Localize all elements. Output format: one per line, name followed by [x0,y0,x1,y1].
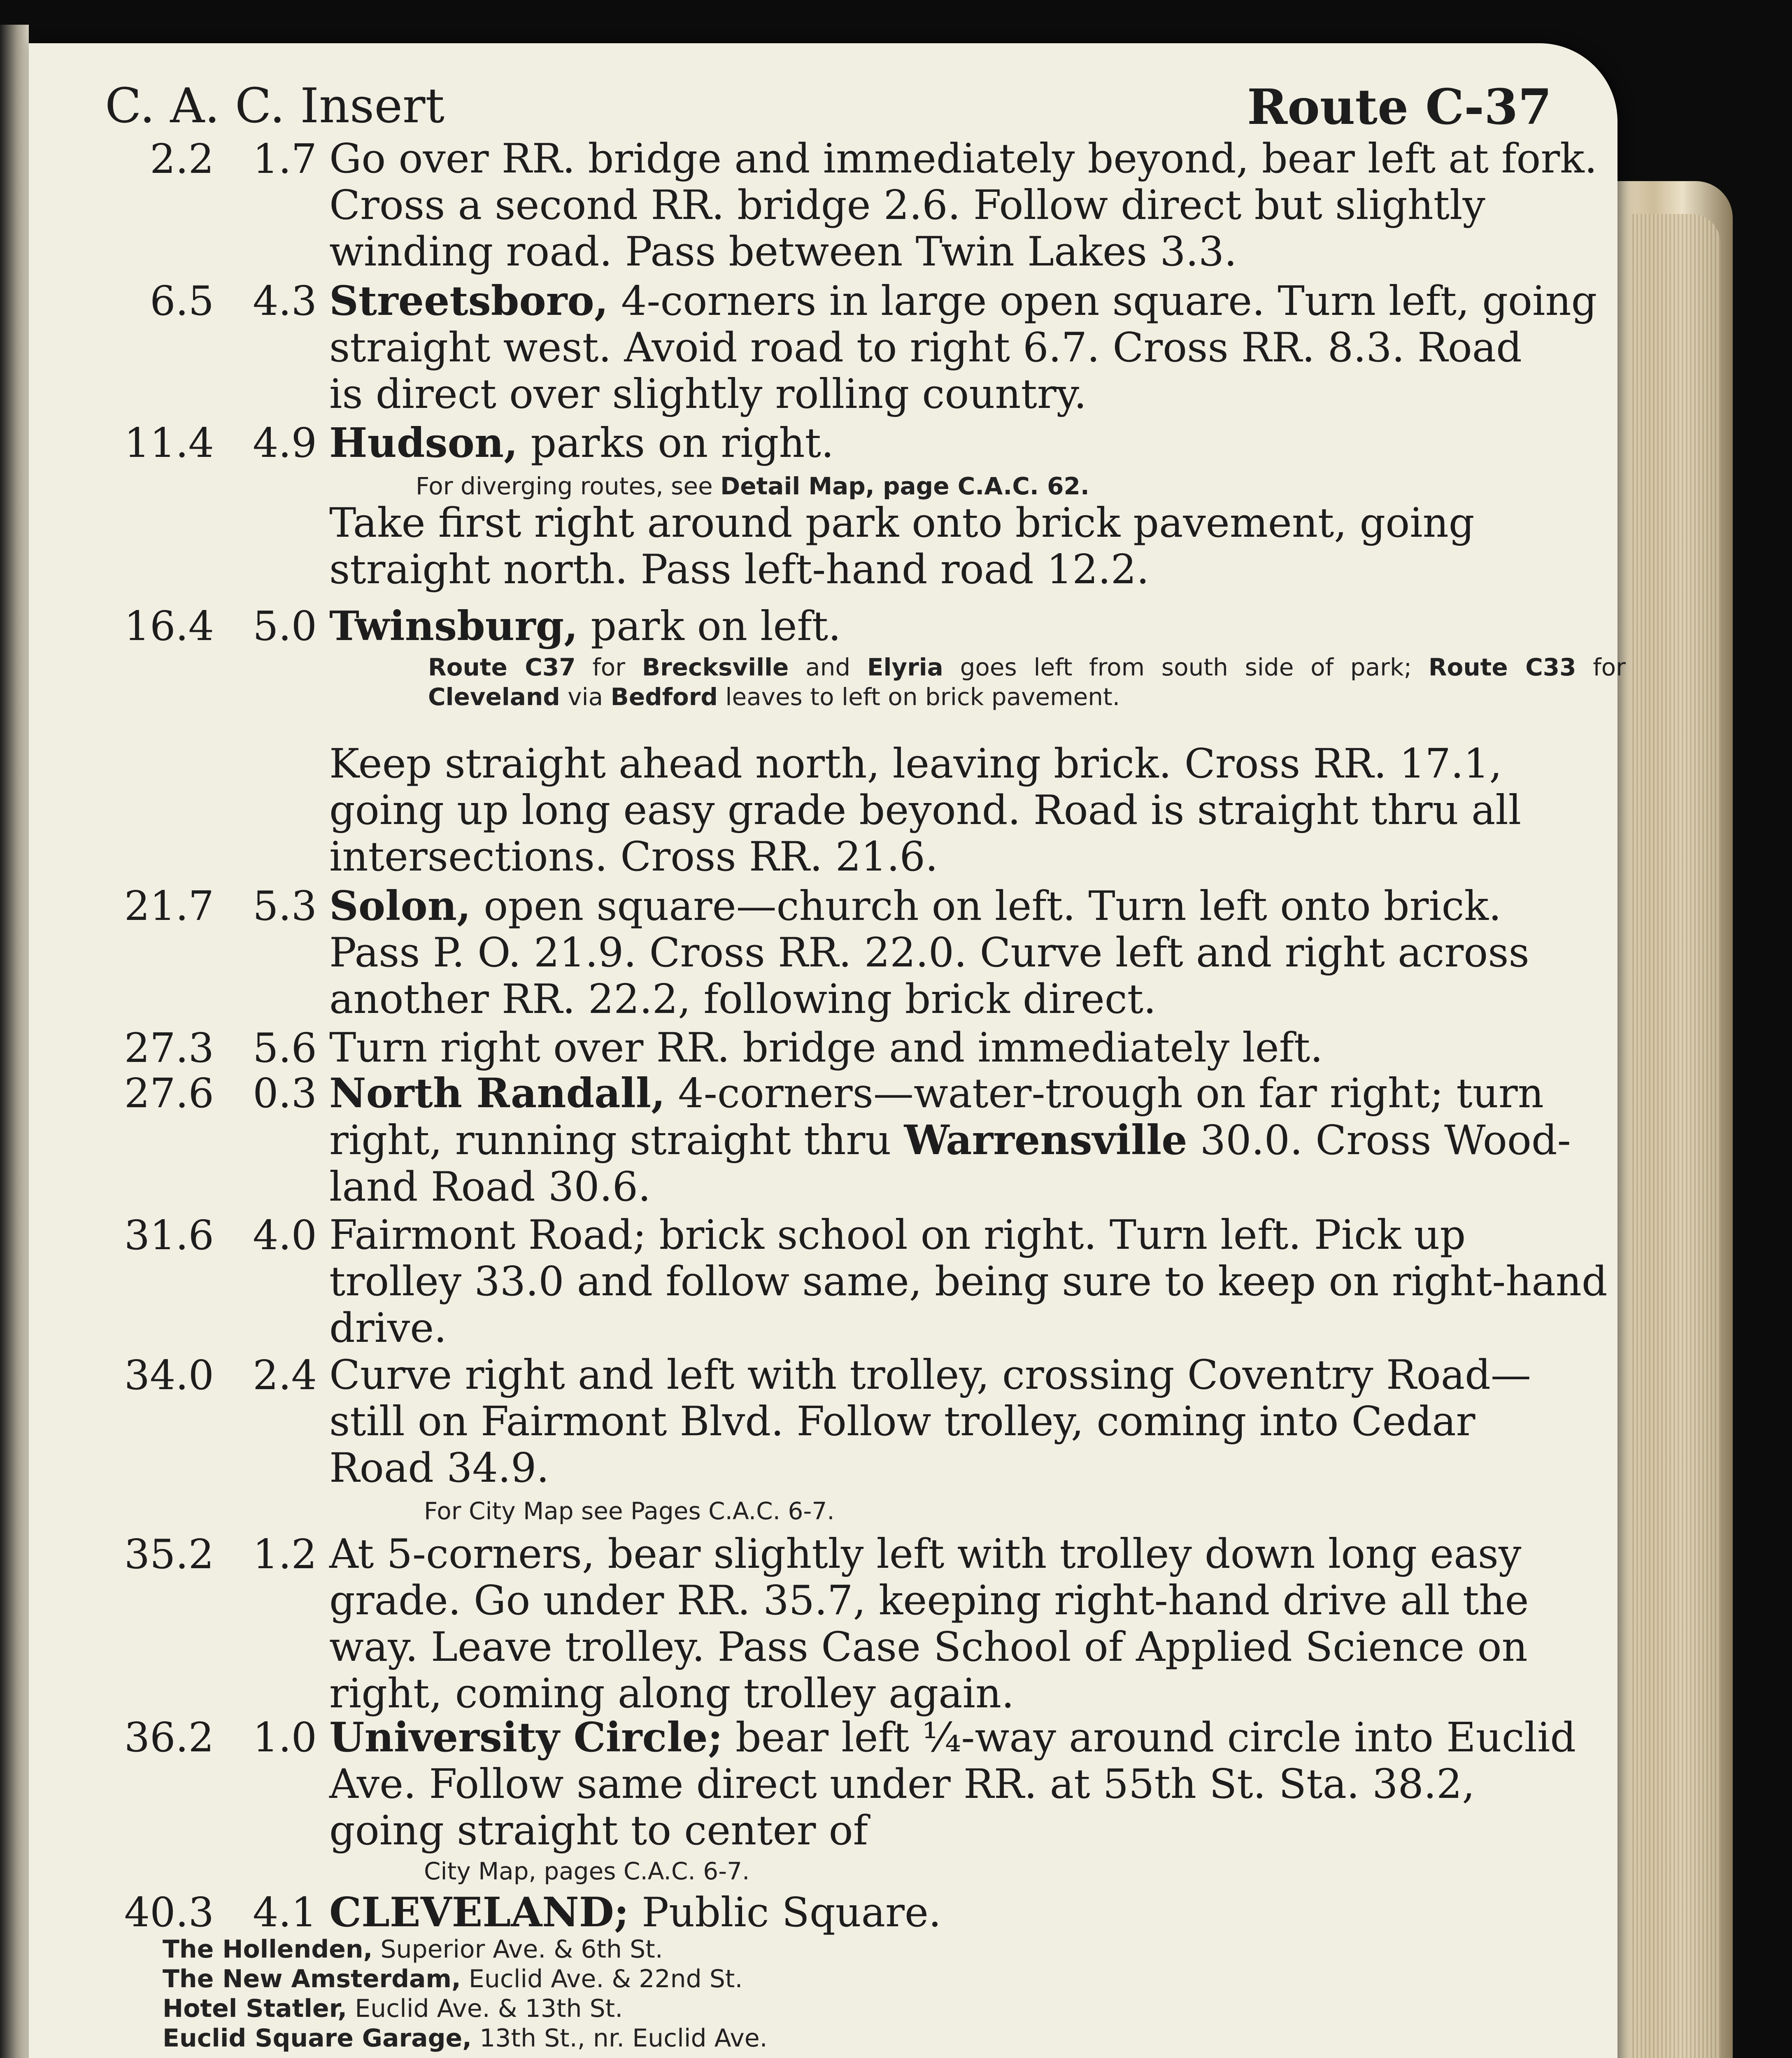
mileage-intermediate: 5.0 [253,603,317,650]
mileage-intermediate: 5.3 [253,883,317,930]
hotel-listing: The Hollenden, Superior Ave. & 6th St. [163,1935,663,1964]
route-entry [329,278,1644,418]
route-entry-continued [329,500,1644,593]
entry-line: Pass P. O. 21.9. Cross RR. 22.0. Curve left and right across [329,929,1529,976]
entry-line: right, coming along trolley again. [329,1670,1015,1717]
entry-line: straight west. Avoid road to right 6.7. Cross RR. 8.3. Road [329,324,1522,371]
entry-line: another RR. 22.2, following brick direct. [329,976,1157,1023]
note-city-map: For City Map see Pages C.A.C. 6-7. [424,1497,835,1525]
mileage-total: 2.2 [150,136,214,183]
mileage-total: 16.4 [124,603,214,650]
place-name: North Randall, [329,1070,666,1117]
note-route-c37: Route C37 for Brecksville and Elyria goes left from south side of park; Route C33 for Cleveland via Bedford leaves to left on brick pavement. [428,653,1626,711]
mileage-intermediate: 1.0 [253,1714,317,1761]
mileage-total: 40.3 [124,1889,214,1936]
entry-line: Road 34.9. [329,1445,549,1492]
route-entry-continued [329,741,1644,880]
mileage-intermediate: 5.6 [253,1025,317,1072]
entry-line: Turn right over RR. bridge and immediately left. [329,1024,1323,1071]
entry-line: Fairmont Road; brick school on right. Turn left. Pick up [329,1212,1466,1259]
note-city-map: City Map, pages C.A.C. 6-7. [424,1857,750,1885]
header-right: Route C-37 [1247,78,1552,135]
place-name: Warrensville [904,1117,1187,1164]
place-name: University Circle; [329,1714,723,1761]
entry-line: intersections. Cross RR. 21.6. [329,833,938,880]
route-entry [329,1212,1644,1352]
hotel-listing: Euclid Square Garage, 13th St., nr. Euclid Ave. [163,2024,768,2053]
entry-line: still on Fairmont Blvd. Follow trolley, coming into Cedar [329,1398,1475,1445]
entry-line: Cross a second RR. bridge 2.6. Follow direct but slightly [329,182,1485,229]
place-name: Solon, [329,882,471,930]
mileage-total: 34.0 [124,1352,214,1399]
entry-line: 4-corners in large open square. Turn left, going [608,278,1597,325]
mileage-total: 27.3 [124,1025,214,1072]
route-entry [329,136,1644,275]
place-name: Streetsboro, [329,277,608,325]
route-entry: Twinsburg, park on left. [329,603,841,650]
mileage-total: 11.4 [124,420,214,467]
note-diverging: For diverging routes, see Detail Map, page C.A.C. 62. [416,472,1089,500]
route-entry: CLEVELAND; Public Square. [329,1889,942,1936]
entry-line: drive. [329,1305,447,1352]
route-entry: North Randall, 4-corners—water-trough on far right; turn right, running straight thru Warrensville 30.0. Cross Wood- land Road 30.6. [329,1070,1644,1211]
mileage-intermediate: 1.7 [253,136,317,183]
place-name: Twinsburg, [329,603,578,650]
header-left: C. A. C. Insert [105,78,445,134]
mileage-total: 35.2 [124,1531,214,1578]
mileage-intermediate: 1.2 [253,1531,317,1578]
mileage-total: 36.2 [124,1714,214,1761]
previous-page-sliver [0,25,29,2058]
place-name: Hudson, [329,419,518,467]
route-entry [329,1025,1644,1071]
entry-line: Go over RR. bridge and immediately beyond, bear left at fork. [329,135,1597,182]
entry-line: parks on right. [518,420,834,467]
entry-line: grade. Go under RR. 35.7, keeping right-hand drive all the [329,1577,1529,1624]
mileage-intermediate: 4.3 [253,278,317,325]
entry-line: At 5-corners, bear slightly left with trolley down long easy [329,1531,1522,1578]
entry-line: winding road. Pass between Twin Lakes 3.3. [329,228,1237,275]
mileage-total: 27.6 [124,1070,214,1117]
mileage-intermediate: 4.0 [253,1212,317,1259]
entry-line: Keep straight ahead north, leaving brick. Cross RR. 17.1, [329,740,1502,787]
book-page [29,43,1626,2058]
route-entry [329,1531,1644,1717]
route-entry: University Circle; bear left ¼-way around circle into Euclid Ave. Follow same direct under RR. at 55th St. Sta. 38.2, going straight to center of [329,1714,1644,1854]
hotel-listing: The New Amsterdam, Euclid Ave. & 22nd St. [163,1965,743,1993]
entry-line: going up long easy grade beyond. Road is straight thru all [329,787,1522,834]
mileage-total: 21.7 [124,883,214,930]
place-name: CLEVELAND; [329,1889,629,1936]
entry-line: trolley 33.0 and follow same, being sure to keep on right-hand [329,1258,1608,1305]
entry-line: Ave. Follow same direct under RR. at 55th St. Sta. 38.2, [329,1761,1475,1808]
entry-line: is direct over slightly rolling country. [329,371,1087,418]
mileage-total: 31.6 [124,1212,214,1259]
mileage-intermediate: 4.9 [253,420,317,467]
route-entry: Solon, open square—church on left. Turn left onto brick. Pass P. O. 21.9. Cross RR. 22.0. Curve left and right across another RR. 22.2, following brick direct. [329,883,1644,1023]
hotel-listing: Hotel Statler, Euclid Ave. & 13th St. [163,1994,623,2023]
route-entry [329,1352,1644,1492]
route-entry [329,420,1644,467]
mileage-intermediate: 4.1 [253,1889,317,1936]
mileage-total: 6.5 [150,278,214,325]
entry-line: Curve right and left with trolley, crossing Coventry Road— [329,1352,1531,1399]
mileage-intermediate: 0.3 [253,1070,317,1117]
entry-line: going straight to center of [329,1807,868,1854]
entry-line: way. Leave trolley. Pass Case School of Applied Science on [329,1624,1528,1671]
entry-line: land Road 30.6. [329,1164,651,1211]
mileage-intermediate: 2.4 [253,1352,317,1399]
entry-line: Take first right around park onto brick pavement, going [329,500,1475,547]
entry-line: straight north. Pass left-hand road 12.2. [329,546,1150,593]
